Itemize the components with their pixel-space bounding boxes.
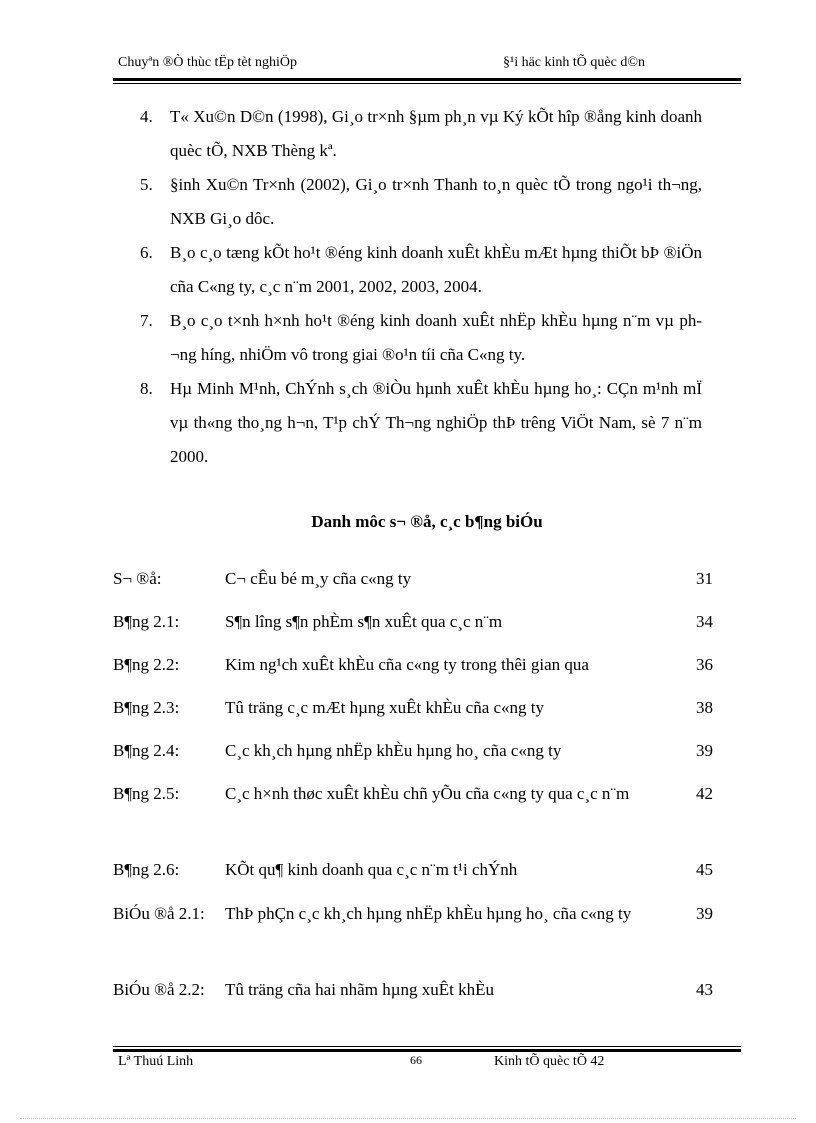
toc-page: 42 [696,784,713,803]
toc-page: 39 [696,904,713,923]
toc-label: B¶ng 2.4: [113,741,180,760]
reference-number: 6. [140,243,153,262]
reference-list [140,100,702,474]
toc-page: 31 [696,569,713,588]
toc-label: B¶ng 2.3: [113,698,180,717]
reference-text: B¸o c¸o tæng kÕt ho¹t ®éng kinh doanh xuÊt khÈu mÆt hµng thiÕt bÞ ®iÖn cña C«ng ty, c¸c n¨m 2001, 2002, 2003, 2004. [170,243,702,296]
toc-title: C¬ cÊu bé m¸y cña c«ng ty [225,569,412,588]
page-number: 66 [410,1053,422,1067]
toc-page: 39 [696,741,713,760]
footer-class: Kinh tÕ quèc tÕ 42 [494,1054,605,1069]
footer-author: Lª Thuú Linh [118,1054,194,1069]
toc-title: KÕt qu¶ kinh doanh qua c¸c n¨m t¹i chÝnh [225,860,518,879]
reference-number: 5. [140,175,153,194]
footer-rule-thin [113,1046,741,1047]
reference-item [140,304,702,372]
reference-number: 7. [140,311,153,330]
toc-page: 34 [696,612,713,631]
reference-text: T« Xu©n D©n (1998), Gi¸o tr×nh §µm ph¸n vµ Ký kÕt hîp ®ång kinh doanh quèc tÕ, NXB Thèng kª. [170,107,702,160]
toc-label: B¶ng 2.6: [113,860,180,879]
toc-page: 36 [696,655,713,674]
header-rule-thick [113,78,741,81]
header-left: Chuyªn ®Ò thùc tËp tèt nghiÖp [118,55,297,70]
reference-number: 4. [140,107,153,126]
toc-title: Tû träng c¸c mÆt hµng xuÊt khÈu cña c«ng ty [225,698,545,717]
reference-number: 8. [140,379,153,398]
reference-text: B¸o c¸o t×nh h×nh ho¹t ®éng kinh doanh xuÊt nhËp khÈu hµng n¨m vµ ph¬ng híng, nhiÖm vô trong giai ®o¹n tíi cña C«ng ty. [170,311,702,364]
page-bottom-dotted-line [20,1118,796,1120]
toc-label: S¬ ®å: [113,569,162,588]
toc-label: B¶ng 2.2: [113,655,180,674]
toc-title: C¸c kh¸ch hµng nhËp khÈu hµng ho¸ cña c«ng ty [225,741,562,760]
toc-title: C¸c h×nh thøc xuÊt khÈu chñ yÕu cña c«ng ty qua c¸c n¨m [225,784,630,803]
toc-title: Tû träng cña hai nhãm hµng xuÊt khÈu [225,980,494,999]
reference-item [140,372,702,474]
toc-page: 45 [696,860,713,879]
reference-item [140,236,702,304]
header-rule-thin [113,83,741,84]
toc-page: 38 [696,698,713,717]
toc-title: S¶n lîng s¶n phÈm s¶n xuÊt qua c¸c n¨m [225,612,503,631]
toc-page: 43 [696,980,713,999]
toc-title: Kim ng¹ch xuÊt khÈu cña c«ng ty trong thêi gian qua [225,655,589,674]
reference-text: Hµ Minh M¹nh, ChÝnh s¸ch ®iÒu hµnh xuÊt khÈu hµng ho¸: CÇn m¹nh mÏ vµ th«ng tho¸ng h¬n, T¹p chÝ Th¬ng nghiÖp thÞ trêng ViÖt Nam, sè 7 n¨m 2000. [170,379,702,466]
footer-rule-thick [113,1049,741,1052]
toc-title: ThÞ phÇn c¸c kh¸ch hµng nhËp khÈu hµng ho¸ cña c«ng ty [225,904,632,923]
toc-label: B¶ng 2.5: [113,784,180,803]
section-title: Danh môc s¬ ®å, c¸c b¶ng biÓu [311,512,543,531]
reference-text: §inh Xu©n Tr×nh (2002), Gi¸o tr×nh Thanh to¸n quèc tÕ trong ngo¹i th¬ng, NXB Gi¸o dôc. [170,175,702,228]
reference-item [140,100,702,168]
header-right: §¹i häc kinh tÕ quèc d©n [503,55,645,70]
toc-label: BiÓu ®å 2.1: [113,904,205,923]
toc-label: BiÓu ®å 2.2: [113,980,205,999]
toc-label: B¶ng 2.1: [113,612,180,631]
reference-item [140,168,702,236]
